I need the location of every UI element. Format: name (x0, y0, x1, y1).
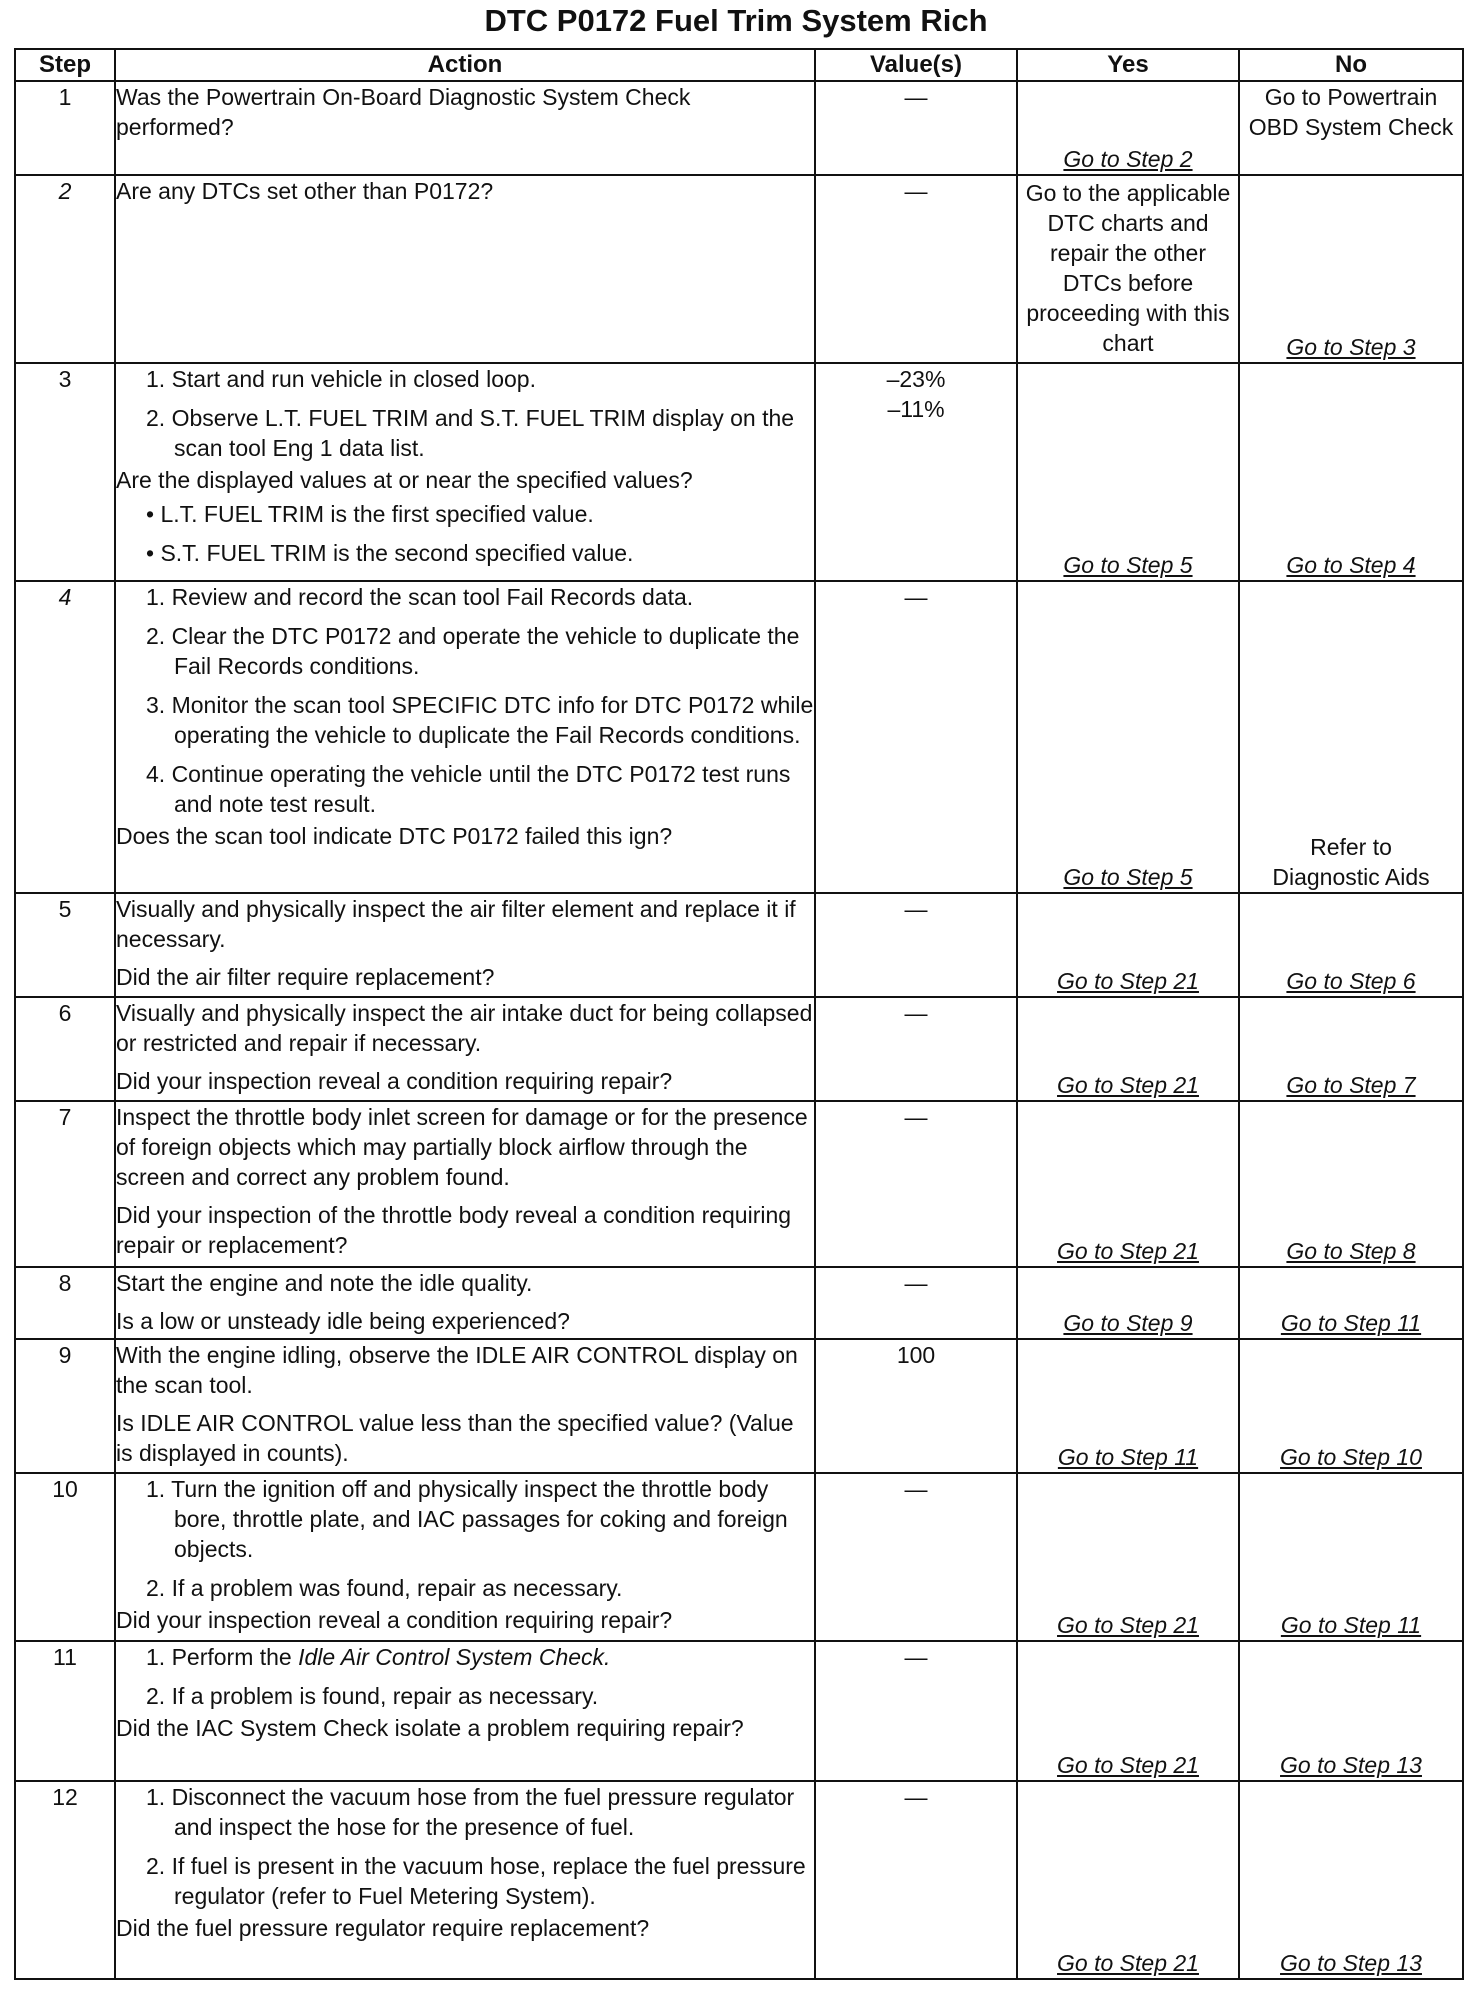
action-cell (115, 1473, 815, 1641)
yes-cell (1017, 363, 1239, 581)
action-cell (115, 81, 815, 175)
value-cell: — (815, 1781, 1017, 1979)
action-text: Inspect the throttle body inlet screen for damage or for the presence of foreign objects which may partially block airflow through the screen and correct any problem found. (116, 1104, 808, 1190)
no-link[interactable]: Go to Step 6 (1286, 968, 1416, 994)
no-cell (1239, 81, 1463, 175)
no-cell (1239, 581, 1463, 893)
action-cell (115, 1267, 815, 1339)
action-cell (115, 893, 815, 997)
no-cell (1239, 1641, 1463, 1781)
action-question: Did your inspection reveal a condition requiring repair? (116, 1068, 673, 1094)
table-row (15, 893, 1463, 997)
no-cell (1239, 1101, 1463, 1267)
action-question: Is IDLE AIR CONTROL value less than the specified value? (Value is displayed in counts). (116, 1410, 794, 1466)
yes-link[interactable]: Go to Step 21 (1057, 1752, 1199, 1778)
action-question: Does the scan tool indicate DTC P0172 failed this ign? (116, 823, 673, 849)
action-cell (115, 363, 815, 581)
no-cell (1239, 175, 1463, 363)
action-step: 2. If fuel is present in the vacuum hose, replace the fuel pressure regulator (refer to Fuel Metering System). (146, 1853, 806, 1909)
step-number: 5 (15, 893, 115, 997)
no-cell (1239, 1339, 1463, 1473)
action-step: 1. Disconnect the vacuum hose from the fuel pressure regulator and inspect the hose for the presence of fuel. (146, 1784, 795, 1840)
value-st-fuel-trim: –11% (887, 396, 945, 422)
yes-link[interactable]: Go to Step 21 (1057, 968, 1199, 994)
no-link[interactable]: Go to Step 11 (1280, 1310, 1422, 1336)
value-cell: — (815, 1101, 1017, 1267)
step-number: 4 (15, 581, 115, 893)
yes-text[interactable]: Go to the applicable DTC charts and repair the other DTCs before proceeding with this chart (1025, 180, 1231, 356)
table-row (15, 1473, 1463, 1641)
yes-link[interactable]: Go to Step 9 (1063, 1310, 1193, 1336)
table-row (15, 81, 1463, 175)
header-values: Value(s) (815, 49, 1017, 81)
value-cell: — (815, 1641, 1017, 1781)
action-step: 1. Perform the Idle Air Control System Check. (146, 1644, 611, 1670)
value-cell (815, 363, 1017, 581)
yes-link[interactable]: Go to Step 21 (1057, 1238, 1199, 1264)
no-link[interactable]: Go to Step 8 (1286, 1238, 1416, 1264)
action-question: Did your inspection reveal a condition requiring repair? (116, 1607, 673, 1633)
no-cell (1239, 1781, 1463, 1979)
action-steps (116, 1474, 814, 1603)
value-cell: — (815, 893, 1017, 997)
table-row (15, 1267, 1463, 1339)
step-number: 1 (15, 81, 115, 175)
table-row (15, 1339, 1463, 1473)
yes-cell (1017, 81, 1239, 175)
action-cell (115, 1101, 815, 1267)
action-text: Was the Powertrain On-Board Diagnostic System Check performed? (116, 84, 691, 140)
header-step: Step (15, 49, 115, 81)
action-steps (116, 364, 814, 463)
table-row (15, 1101, 1463, 1267)
action-text: Visually and physically inspect the air intake duct for being collapsed or restricted and repair if necessary. (116, 1000, 813, 1056)
action-step: 2. Observe L.T. FUEL TRIM and S.T. FUEL TRIM display on the scan tool Eng 1 data list. (146, 405, 795, 461)
value-cell: — (815, 1473, 1017, 1641)
value-cell: — (815, 81, 1017, 175)
iac-check-reference[interactable]: Idle Air Control System Check. (298, 1644, 611, 1670)
action-bullets (116, 499, 814, 568)
action-cell (115, 1641, 815, 1781)
no-cell (1239, 893, 1463, 997)
step-number: 7 (15, 1101, 115, 1267)
yes-link[interactable]: Go to Step 21 (1057, 1612, 1199, 1638)
action-question: Did the IAC System Check isolate a problem requiring repair? (116, 1715, 744, 1741)
header-no: No (1239, 49, 1463, 81)
action-cell (115, 997, 815, 1101)
action-question: Did your inspection of the throttle body reveal a condition requiring repair or replacement? (116, 1202, 792, 1258)
table-row (15, 1781, 1463, 1979)
yes-cell (1017, 893, 1239, 997)
action-text: Visually and physically inspect the air filter element and replace it if necessary. (116, 896, 796, 952)
no-cell (1239, 1473, 1463, 1641)
action-step: 1. Start and run vehicle in closed loop. (146, 366, 536, 392)
no-cell (1239, 363, 1463, 581)
step-number: 10 (15, 1473, 115, 1641)
action-steps (116, 582, 814, 819)
yes-cell (1017, 1339, 1239, 1473)
no-link[interactable]: Go to Step 4 (1286, 552, 1416, 578)
action-step: 1. Turn the ignition off and physically inspect the throttle body bore, throttle plate, and IAC passages for coking and foreign objects. (146, 1476, 788, 1562)
step-number: 9 (15, 1339, 115, 1473)
action-steps (116, 1642, 814, 1711)
yes-cell (1017, 175, 1239, 363)
header-yes: Yes (1017, 49, 1239, 81)
action-step: 2. Clear the DTC P0172 and operate the vehicle to duplicate the Fail Records conditions. (146, 623, 800, 679)
diagnostic-table (14, 48, 1464, 1980)
no-link[interactable]: Go to Step 11 (1280, 1612, 1422, 1638)
no-link[interactable]: Go to Step 13 (1280, 1752, 1422, 1778)
action-step: 3. Monitor the scan tool SPECIFIC DTC info for DTC P0172 while operating the vehicle to duplicate the Fail Records conditions. (146, 692, 814, 748)
step-number: 6 (15, 997, 115, 1101)
no-link[interactable]: Go to Step 3 (1286, 334, 1416, 360)
action-cell (115, 175, 815, 363)
action-step: 1. Review and record the scan tool Fail Records data. (146, 584, 694, 610)
yes-cell (1017, 997, 1239, 1101)
step-number: 8 (15, 1267, 115, 1339)
value-cell: — (815, 175, 1017, 363)
no-text[interactable]: Refer to Diagnostic Aids (1272, 834, 1430, 890)
no-text[interactable]: Go to Powertrain OBD System Check (1248, 84, 1454, 140)
yes-cell (1017, 1473, 1239, 1641)
no-cell (1239, 1267, 1463, 1339)
action-question: Did the air filter require replacement? (116, 964, 495, 990)
action-question: Are the displayed values at or near the specified values? (116, 467, 693, 493)
yes-link[interactable]: Go to Step 21 (1057, 1950, 1199, 1976)
action-cell (115, 1781, 815, 1979)
table-row (15, 581, 1463, 893)
action-text: Are any DTCs set other than P0172? (116, 178, 494, 204)
table-row (15, 175, 1463, 363)
page-title: DTC P0172 Fuel Trim System Rich (484, 3, 988, 38)
yes-link[interactable]: Go to Step 2 (1063, 146, 1193, 172)
action-step: 2. If a problem is found, repair as necessary. (146, 1683, 599, 1709)
yes-cell (1017, 1781, 1239, 1979)
yes-link[interactable]: Go to Step 21 (1057, 1072, 1199, 1098)
yes-link[interactable]: Go to Step 5 (1063, 864, 1193, 890)
value-cell: — (815, 1267, 1017, 1339)
table-row (15, 363, 1463, 581)
yes-cell (1017, 581, 1239, 893)
value-cell: — (815, 581, 1017, 893)
no-cell (1239, 997, 1463, 1101)
action-steps (116, 1782, 814, 1911)
value-cell: 100 (815, 1339, 1017, 1473)
yes-link[interactable]: Go to Step 11 (1057, 1444, 1199, 1470)
step-number: 2 (15, 175, 115, 363)
action-cell (115, 1339, 815, 1473)
value-cell: — (815, 997, 1017, 1101)
header-row (15, 49, 1463, 81)
action-bullet: • L.T. FUEL TRIM is the first specified value. (146, 501, 594, 527)
table-row (15, 1641, 1463, 1781)
step-number: 3 (15, 363, 115, 581)
action-bullet: • S.T. FUEL TRIM is the second specified value. (146, 540, 634, 566)
yes-cell (1017, 1101, 1239, 1267)
no-link[interactable]: Go to Step 10 (1280, 1444, 1422, 1470)
action-cell (115, 581, 815, 893)
header-action: Action (115, 49, 815, 81)
step-number: 12 (15, 1781, 115, 1979)
action-step: 4. Continue operating the vehicle until the DTC P0172 test runs and note test result. (146, 761, 791, 817)
action-question: Is a low or unsteady idle being experienced? (116, 1308, 570, 1334)
no-link[interactable]: Go to Step 13 (1280, 1950, 1422, 1976)
yes-cell (1017, 1641, 1239, 1781)
action-text: Start the engine and note the idle quality. (116, 1270, 533, 1296)
step-number: 11 (15, 1641, 115, 1781)
action-text: With the engine idling, observe the IDLE AIR CONTROL display on the scan tool. (116, 1342, 798, 1398)
action-step: 2. If a problem was found, repair as necessary. (146, 1575, 623, 1601)
table-row (15, 997, 1463, 1101)
yes-cell (1017, 1267, 1239, 1339)
no-link[interactable]: Go to Step 7 (1286, 1072, 1416, 1098)
yes-link[interactable]: Go to Step 5 (1063, 552, 1193, 578)
action-question: Did the fuel pressure regulator require replacement? (116, 1915, 650, 1941)
value-lt-fuel-trim: –23% (886, 366, 946, 392)
